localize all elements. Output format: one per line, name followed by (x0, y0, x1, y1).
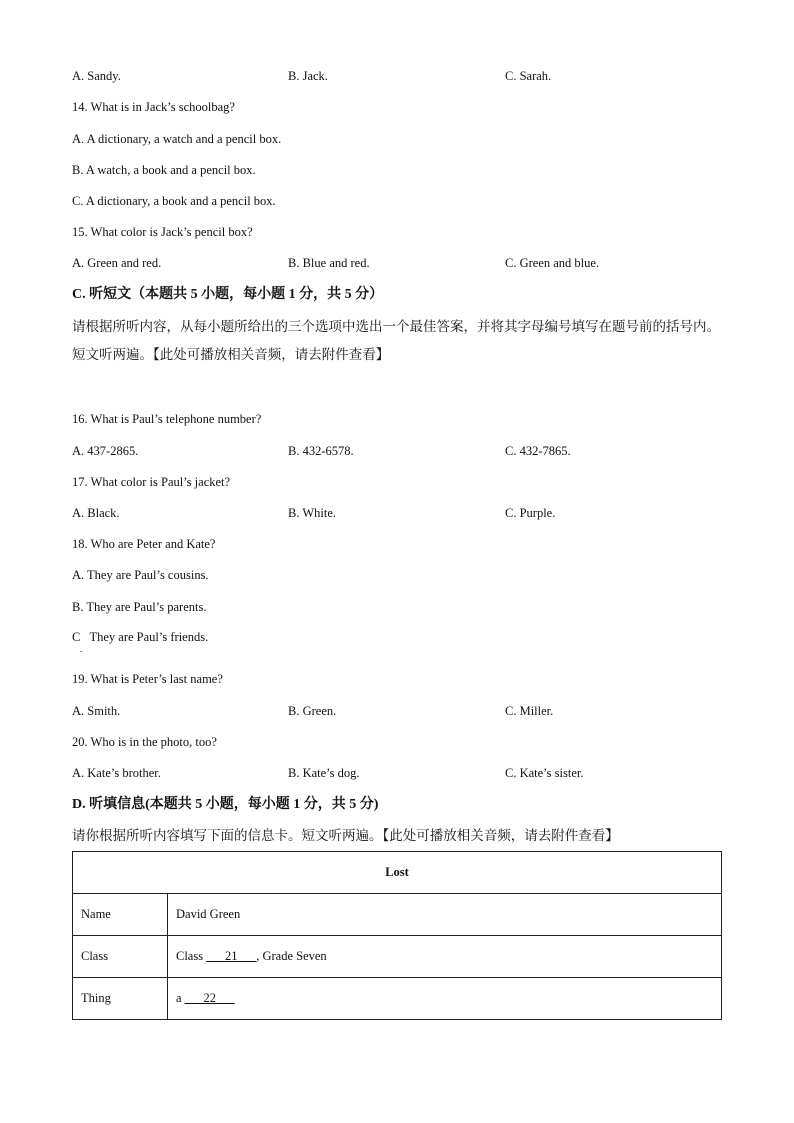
q20-options (72, 765, 722, 781)
class-value (168, 936, 722, 978)
class-value-prefix: Class (176, 949, 207, 963)
q13-option-c: C. Sarah. (505, 69, 552, 83)
class-label: Class (73, 936, 168, 978)
q19-options (72, 703, 722, 719)
stray-dot: . (80, 644, 83, 654)
q20-question: 20. Who is in the photo, too? (72, 735, 217, 749)
q16-options (72, 443, 722, 459)
q20-option-c: C. Kate’s sister. (505, 766, 584, 780)
q13-option-a: A. Sandy. (72, 69, 121, 83)
thing-label: Thing (73, 978, 168, 1020)
q15-option-b: B. Blue and red. (288, 256, 370, 270)
q17-option-c: C. Purple. (505, 506, 556, 520)
section-c-instruction: 请根据所听内容，从每小题所给出的三个选项中选出一个最佳答案，并将其字母编号填写在题号前的括号内。短文听两遍。【此处可播放相关音频，请去附件查看】 (72, 319, 720, 362)
q13-options (72, 68, 722, 84)
q17-options (72, 505, 722, 521)
name-value (168, 894, 722, 936)
q14-option-c: C. A dictionary, a book and a pencil box. (72, 194, 276, 208)
name-label: Name (73, 894, 168, 936)
q14-option-b: B. A watch, a book and a pencil box. (72, 163, 256, 177)
thing-value-prefix: a (176, 991, 185, 1005)
q18-option-b: B. They are Paul’s parents. (72, 600, 207, 614)
section-c-heading: C. 听短文（本题共 5 小题，每小题 1 分，共 5 分） (72, 287, 384, 302)
q19-option-c: C. Miller. (505, 704, 554, 718)
q13-option-b: B. Jack. (288, 69, 328, 83)
q18-option-a: A. They are Paul’s cousins. (72, 568, 209, 582)
q19-option-a: A. Smith. (72, 704, 121, 718)
q18-option-c: C They are Paul’s friends. (72, 630, 209, 644)
thing-value (168, 978, 722, 1020)
info-card-table (72, 851, 722, 1020)
section-d-heading: D. 听填信息(本题共 5 小题，每小题 1 分，共 5 分) (72, 797, 379, 812)
q15-option-a: A. Green and red. (72, 256, 162, 270)
q16-question: 16. What is Paul’s telephone number? (72, 412, 262, 426)
blank-22[interactable]: ___22___ (184, 991, 235, 1005)
q20-option-a: A. Kate’s brother. (72, 766, 161, 780)
blank-21[interactable]: ___21___ (206, 949, 257, 963)
q19-option-b: B. Green. (288, 704, 337, 718)
q20-option-b: B. Kate’s dog. (288, 766, 360, 780)
q17-option-b: B. White. (288, 506, 337, 520)
info-card-row (73, 936, 722, 978)
q15-options (72, 255, 722, 271)
q16-option-c: C. 432-7865. (505, 444, 571, 458)
q19-question: 19. What is Peter’s last name? (72, 672, 223, 686)
info-card-row (73, 978, 722, 1020)
q17-option-a: A. Black. (72, 506, 120, 520)
q17-question: 17. What color is Paul’s jacket? (72, 475, 231, 489)
info-card-row (73, 894, 722, 936)
section-d-instruction: 请你根据所听内容填写下面的信息卡。短文听两遍。【此处可播放相关音频，请去附件查看】 (72, 828, 619, 843)
q15-question: 15. What color is Jack’s pencil box? (72, 225, 253, 239)
q16-option-b: B. 432-6578. (288, 444, 354, 458)
info-card-title-row (73, 852, 722, 894)
q15-option-c: C. Green and blue. (505, 256, 600, 270)
name-value-text: David Green (176, 907, 241, 921)
q16-option-a: A. 437-2865. (72, 444, 139, 458)
q18-question: 18. Who are Peter and Kate? (72, 537, 216, 551)
class-value-suffix: , Grade Seven (256, 949, 327, 963)
info-card-title: Lost (73, 852, 722, 894)
q14-option-a: A. A dictionary, a watch and a pencil box. (72, 132, 282, 146)
q14-question: 14. What is in Jack’s schoolbag? (72, 100, 235, 114)
